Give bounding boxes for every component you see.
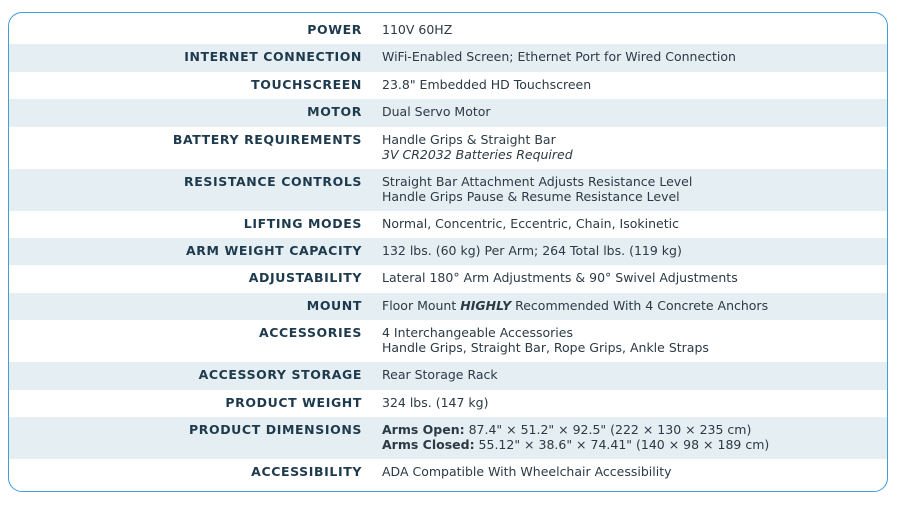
spec-table bbox=[8, 12, 888, 492]
spec-value bbox=[382, 22, 452, 37]
spec-value-text: 4 Interchangeable Accessories bbox=[382, 325, 573, 341]
spec-value bbox=[382, 243, 682, 258]
spec-row bbox=[9, 44, 887, 71]
spec-value-line bbox=[382, 174, 692, 189]
spec-value-line bbox=[382, 147, 573, 162]
spec-value-line bbox=[382, 422, 769, 437]
spec-row bbox=[9, 362, 887, 389]
spec-row bbox=[9, 265, 887, 292]
spec-label: INTERNET CONNECTION bbox=[184, 49, 362, 65]
spec-value-line bbox=[382, 77, 591, 92]
spec-row bbox=[9, 169, 887, 211]
spec-value bbox=[382, 464, 672, 479]
spec-label: TOUCHSCREEN bbox=[251, 76, 362, 92]
spec-row bbox=[9, 17, 887, 44]
spec-row bbox=[9, 320, 887, 362]
spec-value-text: Straight Bar Attachment Adjusts Resistance Level bbox=[382, 173, 693, 189]
spec-value-text: 324 lbs. (147 kg) bbox=[382, 394, 489, 410]
spec-value-text: Handle Grips, Straight Bar, Rope Grips, Ankle Straps bbox=[382, 340, 709, 356]
spec-row bbox=[9, 127, 887, 169]
spec-value-line bbox=[382, 104, 491, 119]
spec-value-text: HIGHLY bbox=[460, 297, 512, 313]
spec-row bbox=[9, 459, 887, 486]
spec-row bbox=[9, 417, 887, 459]
spec-row bbox=[9, 72, 887, 99]
spec-value bbox=[382, 325, 709, 355]
spec-value-line bbox=[382, 340, 709, 355]
spec-label: LIFTING MODES bbox=[243, 215, 362, 231]
spec-label: PRODUCT WEIGHT bbox=[225, 394, 362, 410]
spec-value bbox=[382, 395, 488, 410]
spec-value-line bbox=[382, 270, 738, 285]
spec-value-line bbox=[382, 189, 692, 204]
spec-value-text: Dual Servo Motor bbox=[382, 104, 491, 120]
spec-label: ACCESSIBILITY bbox=[251, 463, 362, 479]
spec-value-text: 3V CR2032 Batteries Required bbox=[382, 146, 573, 162]
spec-value-text: 132 lbs. (60 kg) Per Arm; 264 Total lbs. (119 kg) bbox=[382, 242, 682, 258]
spec-value-line bbox=[382, 395, 488, 410]
spec-value-text: Handle Grips Pause & Resume Resistance Level bbox=[382, 188, 680, 204]
spec-value bbox=[382, 298, 768, 313]
spec-value-text: Handle Grips & Straight Bar bbox=[382, 131, 556, 147]
spec-row bbox=[9, 211, 887, 238]
spec-value-line bbox=[382, 49, 736, 64]
spec-value-line bbox=[382, 243, 682, 258]
spec-value-line bbox=[382, 298, 768, 313]
spec-value-line bbox=[382, 367, 498, 382]
spec-value-text: 87.4" × 51.2" × 92.5" (222 × 130 × 235 cm) bbox=[464, 421, 752, 437]
spec-value bbox=[382, 270, 738, 285]
spec-value bbox=[382, 422, 769, 452]
spec-value bbox=[382, 104, 491, 119]
spec-value bbox=[382, 174, 692, 204]
spec-label: PRODUCT DIMENSIONS bbox=[188, 421, 362, 437]
spec-value-text: 23.8" Embedded HD Touchscreen bbox=[382, 76, 592, 92]
spec-value-line bbox=[382, 22, 452, 37]
spec-value-text: Rear Storage Rack bbox=[382, 367, 498, 383]
spec-value-text: WiFi-Enabled Screen; Ethernet Port for Wired Connection bbox=[382, 49, 736, 65]
spec-label: ACCESSORIES bbox=[258, 325, 362, 341]
spec-value-line bbox=[382, 325, 709, 340]
spec-value bbox=[382, 77, 591, 92]
spec-label: BATTERY REQUIREMENTS bbox=[172, 131, 362, 147]
spec-value-text: Normal, Concentric, Eccentric, Chain, Isokinetic bbox=[382, 215, 679, 231]
spec-value-line bbox=[382, 464, 672, 479]
spec-value-text: Recommended With 4 Concrete Anchors bbox=[511, 297, 769, 313]
spec-value-line bbox=[382, 132, 573, 147]
spec-label: POWER bbox=[307, 22, 362, 37]
spec-label: MOTOR bbox=[307, 104, 362, 120]
spec-label: MOUNT bbox=[306, 297, 362, 313]
spec-value bbox=[382, 132, 573, 162]
spec-row bbox=[9, 238, 887, 265]
spec-value-text: Arms Open: bbox=[382, 421, 465, 437]
spec-label: ADJUSTABILITY bbox=[248, 270, 362, 286]
spec-value-text: Arms Closed: bbox=[382, 436, 475, 452]
spec-value-text: Lateral 180° Arm Adjustments & 90° Swivel Adjustments bbox=[382, 270, 738, 286]
spec-value-text: 55.12" × 38.6" × 74.41" (140 × 98 × 189 cm) bbox=[474, 436, 770, 452]
spec-value bbox=[382, 216, 679, 231]
spec-label: RESISTANCE CONTROLS bbox=[184, 173, 362, 189]
spec-value-line bbox=[382, 216, 679, 231]
spec-label: ARM WEIGHT CAPACITY bbox=[185, 242, 362, 258]
spec-value bbox=[382, 49, 736, 64]
spec-value-line bbox=[382, 437, 769, 452]
spec-value bbox=[382, 367, 498, 382]
spec-value-text: 110V 60HZ bbox=[382, 22, 453, 37]
spec-value-text: Floor Mount bbox=[382, 297, 461, 313]
spec-value-text: ADA Compatible With Wheelchair Accessibility bbox=[382, 463, 672, 479]
spec-row bbox=[9, 99, 887, 126]
spec-label: ACCESSORY STORAGE bbox=[198, 367, 362, 383]
spec-row bbox=[9, 293, 887, 320]
spec-row bbox=[9, 390, 887, 417]
